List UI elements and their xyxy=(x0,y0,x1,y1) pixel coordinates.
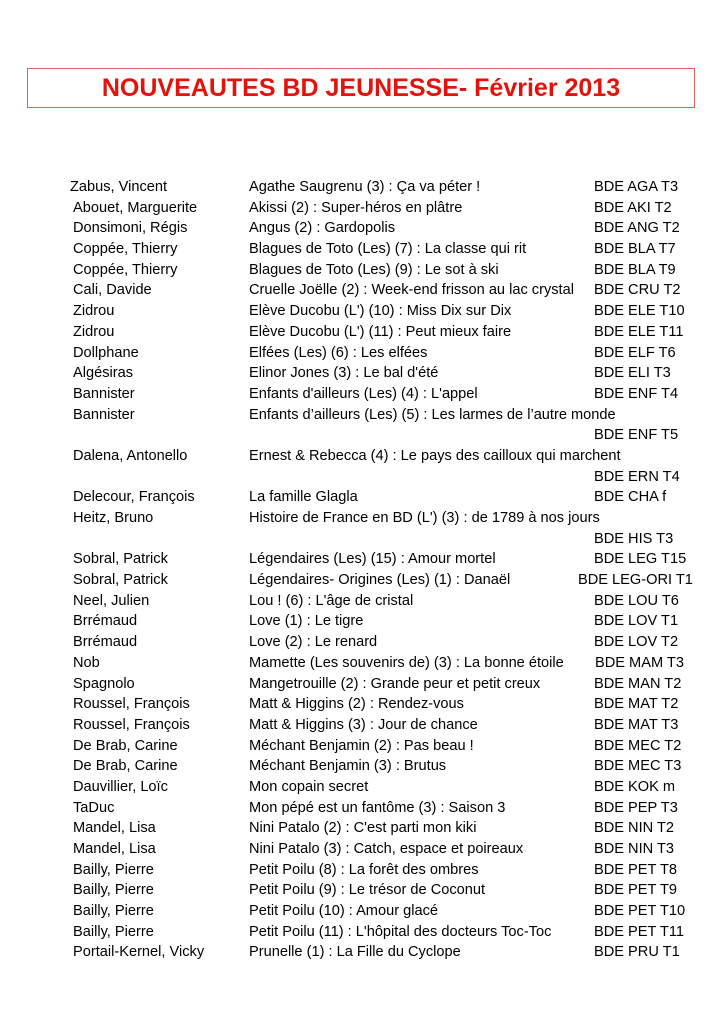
list-item xyxy=(0,405,724,446)
title-cell: Méchant Benjamin (2) : Pas beau ! xyxy=(249,737,474,754)
list-item xyxy=(0,777,724,798)
title-cell: Mamette (Les souvenirs de) (3) : La bonne étoile xyxy=(249,654,564,671)
list-item xyxy=(0,715,724,736)
author-cell: Bailly, Pierre xyxy=(73,923,154,940)
title-cell: Enfants d'ailleurs (Les) (4) : L'appel xyxy=(249,385,478,402)
author-cell: Donsimoni, Régis xyxy=(73,220,188,237)
author-cell: Zidrou xyxy=(73,323,115,340)
list-item xyxy=(0,942,724,963)
title-cell: Petit Poilu (8) : La forêt des ombres xyxy=(249,861,479,878)
author-cell: Mandel, Lisa xyxy=(73,820,156,837)
title-cell: Petit Poilu (11) : L'hôpital des docteurs Toc-Toc xyxy=(249,923,552,940)
code-cell: BDE NIN T3 xyxy=(594,841,675,858)
code-cell: BDE AKI T2 xyxy=(594,199,672,216)
author-cell: Bailly, Pierre xyxy=(73,882,154,899)
title-cell: Petit Poilu (10) : Amour glacé xyxy=(249,903,438,920)
author-cell: Delecour, François xyxy=(73,489,195,506)
title-cell: Légendaires (Les) (15) : Amour mortel xyxy=(249,551,496,568)
title-cell: Mon copain secret xyxy=(249,778,369,795)
code-cell: BDE LEG T15 xyxy=(594,551,687,568)
code-cell: BDE ELI T3 xyxy=(594,365,671,382)
author-cell: TaDuc xyxy=(73,799,115,816)
code-cell: BDE NIN T2 xyxy=(594,820,675,837)
code-cell: BDE CRU T2 xyxy=(594,282,681,299)
code-cell: BDE ELF T6 xyxy=(594,344,676,361)
list-item xyxy=(0,880,724,901)
code-cell: BDE ENF T5 xyxy=(594,427,679,444)
title-cell: Nini Patalo (3) : Catch, espace et poireaux xyxy=(249,841,524,858)
author-cell: Cali, Davide xyxy=(73,282,152,299)
title-box xyxy=(27,68,695,108)
list-item xyxy=(0,653,724,674)
list-item xyxy=(0,591,724,612)
code-cell: BDE HIS T3 xyxy=(594,530,674,547)
list-item xyxy=(0,446,724,487)
title-cell: Nini Patalo (2) : C'est parti mon kiki xyxy=(249,820,477,837)
list-item xyxy=(0,198,724,219)
code-cell: BDE CHA f xyxy=(594,489,667,506)
author-cell: Dollphane xyxy=(73,344,139,361)
list-item xyxy=(0,363,724,384)
title-cell: Matt & Higgins (2) : Rendez-vous xyxy=(249,696,464,713)
list-item xyxy=(0,384,724,405)
author-cell: Neel, Julien xyxy=(73,592,150,609)
code-cell: BDE BLA T7 xyxy=(594,241,676,258)
title-cell: Elève Ducobu (L') (10) : Miss Dix sur Dix xyxy=(249,303,512,320)
list-item xyxy=(0,818,724,839)
code-cell: BDE LOU T6 xyxy=(594,592,679,609)
list-item xyxy=(0,756,724,777)
title-cell: Cruelle Joëlle (2) : Week-end frisson au lac crystal xyxy=(249,282,574,299)
title-cell: Petit Poilu (9) : Le trésor de Coconut xyxy=(249,882,486,899)
list-item xyxy=(0,611,724,632)
author-cell: Bailly, Pierre xyxy=(73,861,154,878)
page-title: NOUVEAUTES BD JEUNESSE- Février 2013 xyxy=(101,73,621,102)
title-cell: Mon pépé est un fantôme (3) : Saison 3 xyxy=(249,799,506,816)
list-item xyxy=(0,343,724,364)
list-item xyxy=(0,839,724,860)
author-cell: Zabus, Vincent xyxy=(70,179,168,195)
author-cell: Portail-Kernel, Vicky xyxy=(73,944,205,961)
author-cell: Coppée, Thierry xyxy=(73,241,178,258)
author-cell: Bailly, Pierre xyxy=(73,903,154,920)
author-cell: De Brab, Carine xyxy=(73,758,178,775)
code-cell: BDE MAT T2 xyxy=(594,696,679,713)
author-cell: Roussel, François xyxy=(73,716,190,733)
code-cell: BDE PET T11 xyxy=(594,923,685,940)
code-cell: BDE ELE T11 xyxy=(594,323,684,340)
code-cell: BDE LOV T1 xyxy=(594,613,679,630)
code-cell: BDE ELE T10 xyxy=(594,303,685,320)
code-cell: BDE MAN T2 xyxy=(594,675,682,692)
author-cell: Dalena, Antonello xyxy=(73,447,188,464)
list-item xyxy=(0,301,724,322)
title-cell: Histoire de France en BD (L') (3) : de 1789 à nos jours xyxy=(249,510,600,527)
title-cell: Agathe Saugrenu (3) : Ça va péter ! xyxy=(249,179,481,195)
list-item xyxy=(0,736,724,757)
code-cell: BDE PEP T3 xyxy=(594,799,678,816)
title-cell: Ernest & Rebecca (4) : Le pays des cailloux qui marchent xyxy=(249,447,621,464)
code-cell: BDE LEG-ORI T1 xyxy=(578,572,693,589)
author-cell: Brrémaud xyxy=(73,634,138,651)
title-cell: Méchant Benjamin (3) : Brutus xyxy=(249,758,447,775)
list-item xyxy=(0,487,724,508)
author-cell: Nob xyxy=(73,654,100,671)
code-cell: BDE MAM T3 xyxy=(595,654,684,671)
title-cell: Matt & Higgins (3) : Jour de chance xyxy=(249,716,478,733)
title-cell: Elinor Jones (3) : Le bal d'été xyxy=(249,365,439,382)
author-cell: Bannister xyxy=(73,406,135,423)
list-item xyxy=(0,694,724,715)
code-cell: BDE KOK m xyxy=(594,778,676,795)
title-cell: La famille Glagla xyxy=(249,489,358,506)
list-item xyxy=(0,508,724,549)
list-item xyxy=(0,922,724,943)
code-cell: BDE MEC T3 xyxy=(594,758,682,775)
author-cell: Bannister xyxy=(73,385,135,402)
list-item xyxy=(0,570,724,591)
code-cell: BDE MAT T3 xyxy=(594,716,679,733)
title-cell: Love (1) : Le tigre xyxy=(249,613,364,630)
author-cell: Zidrou xyxy=(73,303,115,320)
author-cell: Abouet, Marguerite xyxy=(73,199,198,216)
list-item xyxy=(0,798,724,819)
title-cell: Love (2) : Le renard xyxy=(249,634,378,651)
code-cell: BDE AGA T3 xyxy=(594,179,679,195)
title-cell: Blagues de Toto (Les) (7) : La classe qui rit xyxy=(249,241,527,258)
code-cell: BDE PET T8 xyxy=(594,861,678,878)
title-cell: Lou ! (6) : L'âge de cristal xyxy=(249,592,414,609)
author-cell: De Brab, Carine xyxy=(73,737,178,754)
code-cell: BDE PET T9 xyxy=(594,882,678,899)
code-cell: BDE PRU T1 xyxy=(594,944,680,961)
list-item xyxy=(0,260,724,281)
author-cell: Spagnolo xyxy=(73,675,135,692)
code-cell: BDE MEC T2 xyxy=(594,737,682,754)
author-cell: Dauvillier, Loïc xyxy=(73,778,168,795)
list-item xyxy=(0,860,724,881)
author-cell: Roussel, François xyxy=(73,696,190,713)
title-cell: Légendaires- Origines (Les) (1) : Danaël xyxy=(249,572,511,589)
code-cell: BDE PET T10 xyxy=(594,903,686,920)
author-cell: Brrémaud xyxy=(73,613,138,630)
code-cell: BDE ERN T4 xyxy=(594,468,680,485)
author-cell: Mandel, Lisa xyxy=(73,841,156,858)
title-cell: Angus (2) : Gardopolis xyxy=(249,220,396,237)
book-list xyxy=(0,177,724,963)
author-cell: Heitz, Bruno xyxy=(73,510,154,527)
list-item xyxy=(0,632,724,653)
title-cell: Elève Ducobu (L') (11) : Peut mieux faire xyxy=(249,323,512,340)
author-cell: Sobral, Patrick xyxy=(73,551,168,568)
code-cell: BDE BLA T9 xyxy=(594,261,676,278)
author-cell: Sobral, Patrick xyxy=(73,572,168,589)
list-item xyxy=(0,280,724,301)
title-cell: Blagues de Toto (Les) (9) : Le sot à ski xyxy=(249,261,499,278)
list-item xyxy=(0,549,724,570)
author-cell: Coppée, Thierry xyxy=(73,261,178,278)
list-item xyxy=(0,674,724,695)
title-cell: Enfants d’ailleurs (Les) (5) : Les larmes de l’autre monde xyxy=(249,406,616,423)
list-item xyxy=(0,218,724,239)
code-cell: BDE LOV T2 xyxy=(594,634,679,651)
author-cell: Algésiras xyxy=(73,365,134,382)
code-cell: BDE ENF T4 xyxy=(594,385,679,402)
title-cell: Prunelle (1) : La Fille du Cyclope xyxy=(249,944,461,961)
list-item xyxy=(0,239,724,260)
title-cell: Elfées (Les) (6) : Les elfées xyxy=(249,344,428,361)
list-item xyxy=(0,901,724,922)
title-cell: Akissi (2) : Super-héros en plâtre xyxy=(249,199,463,216)
code-cell: BDE ANG T2 xyxy=(594,220,680,237)
list-item xyxy=(0,177,724,198)
title-cell: Mangetrouille (2) : Grande peur et petit creux xyxy=(249,675,541,692)
list-item xyxy=(0,322,724,343)
